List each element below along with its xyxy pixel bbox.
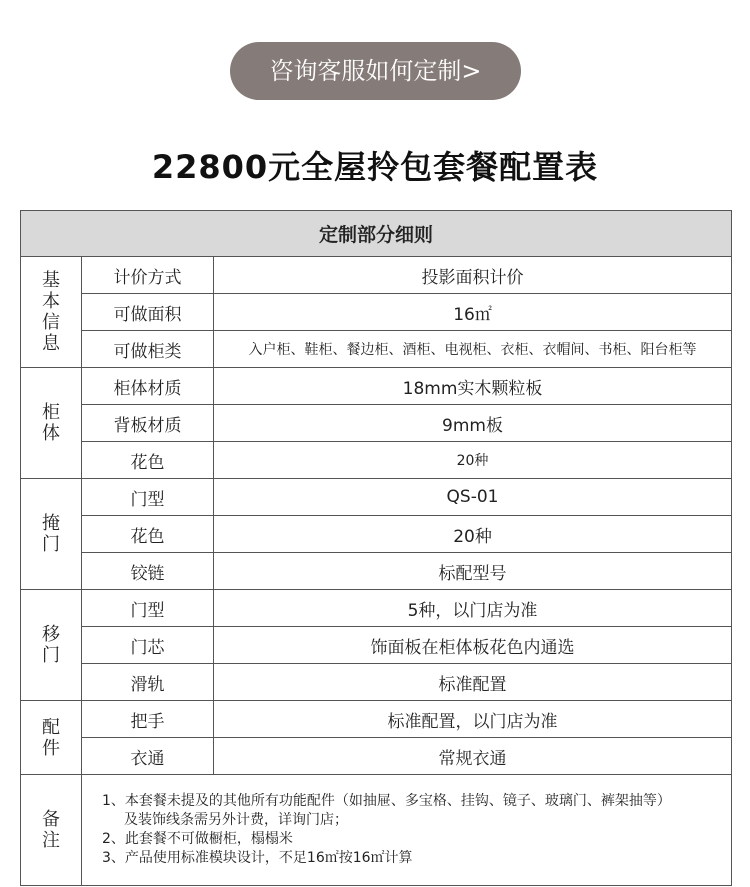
row-value: QS-01 xyxy=(214,479,732,516)
row-label: 花色 xyxy=(82,442,214,479)
table-row xyxy=(21,405,732,442)
table-heading: 定制部分细则 xyxy=(21,211,732,257)
table-row xyxy=(21,553,732,590)
table-row xyxy=(21,257,732,294)
category-swing-door: 掩门 xyxy=(21,479,82,590)
table-row xyxy=(21,627,732,664)
row-value: 入户柜、鞋柜、餐边柜、酒柜、电视柜、衣柜、衣帽间、书柜、阳台柜等 xyxy=(214,331,732,368)
row-label: 计价方式 xyxy=(82,257,214,294)
row-label: 把手 xyxy=(82,701,214,738)
row-value: 5种，以门店为准 xyxy=(214,590,732,627)
category-basic: 基本信息 xyxy=(21,257,82,368)
table-row-notes xyxy=(21,775,732,886)
row-label: 滑轨 xyxy=(82,664,214,701)
table-row xyxy=(21,479,732,516)
table-row xyxy=(21,294,732,331)
row-value: 标配型号 xyxy=(214,553,732,590)
row-value: 投影面积计价 xyxy=(214,257,732,294)
row-value: 常规衣通 xyxy=(214,738,732,775)
note-line: 3、产品使用标准模块设计，不足16㎡按16㎡计算 xyxy=(102,850,413,866)
row-label: 背板材质 xyxy=(82,405,214,442)
page-title: 22800元全屋拎包套餐配置表 xyxy=(151,148,599,186)
category-notes: 备注 xyxy=(21,775,82,886)
row-value: 饰面板在柜体板花色内通选 xyxy=(214,627,732,664)
note-line: 2、此套餐不可做橱柜，榻榻米 xyxy=(102,831,293,847)
note-line: 及装饰线条需另外计费，详询门店； xyxy=(124,812,348,828)
row-label: 可做面积 xyxy=(82,294,214,331)
category-cabinet: 柜体 xyxy=(21,368,82,479)
note-line: 1、本套餐未提及的其他所有功能配件（如抽屉、多宝格、挂钩、镜子、玻璃门、裤架抽等） xyxy=(102,793,671,809)
row-value: 20种 xyxy=(214,442,732,479)
row-value: 标准配置 xyxy=(214,664,732,701)
row-label: 柜体材质 xyxy=(82,368,214,405)
table-row xyxy=(21,701,732,738)
table-row xyxy=(21,738,732,775)
row-label: 门型 xyxy=(82,479,214,516)
row-label: 铰链 xyxy=(82,553,214,590)
table-row xyxy=(21,590,732,627)
row-label: 可做柜类 xyxy=(82,331,214,368)
table-row xyxy=(21,664,732,701)
category-accessories: 配件 xyxy=(21,701,82,775)
consult-service-button[interactable]: 咨询客服如何定制> xyxy=(230,42,521,100)
table-row xyxy=(21,368,732,405)
row-value: 16㎡ xyxy=(214,294,732,331)
table-row xyxy=(21,442,732,479)
row-label: 门型 xyxy=(82,590,214,627)
row-value: 18mm实木颗粒板 xyxy=(214,368,732,405)
row-value: 标准配置，以门店为准 xyxy=(214,701,732,738)
row-label: 门芯 xyxy=(82,627,214,664)
row-label: 衣通 xyxy=(82,738,214,775)
table-row xyxy=(21,331,732,368)
row-value: 9mm板 xyxy=(214,405,732,442)
table-row xyxy=(21,516,732,553)
category-sliding-door: 移门 xyxy=(21,590,82,701)
notes-content xyxy=(82,775,732,886)
config-table xyxy=(20,210,732,886)
row-value: 20种 xyxy=(214,516,732,553)
row-label: 花色 xyxy=(82,516,214,553)
